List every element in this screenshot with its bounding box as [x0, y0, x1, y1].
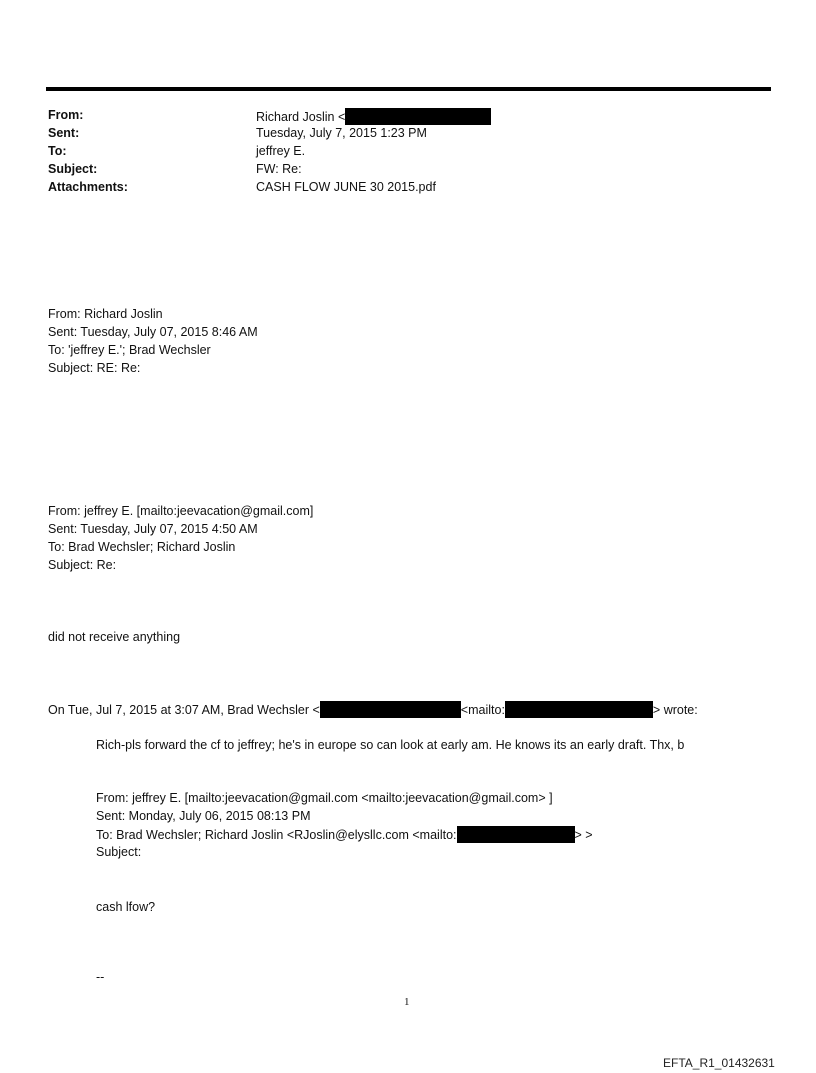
msg1-from: From: Richard Joslin	[48, 307, 163, 321]
msg1-subject: Subject: RE: Re:	[48, 361, 141, 375]
attachments-label: Attachments:	[48, 180, 128, 194]
msg2-from: From: jeffrey E. [mailto:jeevacation@gmail.com]	[48, 504, 314, 518]
from-value: Richard Joslin <	[256, 108, 491, 125]
msg3-signature: --	[96, 970, 105, 984]
sent-value: Tuesday, July 7, 2015 1:23 PM	[256, 126, 427, 140]
msg3-to: To: Brad Wechsler; Richard Joslin <RJoslin@elysllc.com <mailto: > >	[96, 828, 593, 842]
msg3-subject: Subject:	[96, 845, 142, 859]
msg1-sent: Sent: Tuesday, July 07, 2015 8:46 AM	[48, 325, 258, 339]
subject-value: FW: Re:	[256, 162, 302, 176]
header-rule	[46, 87, 771, 91]
msg2-sent: Sent: Tuesday, July 07, 2015 4:50 AM	[48, 522, 258, 536]
page-number: 1	[404, 996, 410, 1008]
bates-number: EFTA_R1_01432631	[663, 1056, 775, 1070]
quote-intro: On Tue, Jul 7, 2015 at 3:07 AM, Brad Wechsler < <mailto: > wrote:	[48, 703, 698, 717]
msg1-to: To: 'jeffrey E.'; Brad Wechsler	[48, 343, 211, 357]
redaction-block	[320, 701, 461, 718]
from-label: From:	[48, 108, 84, 122]
attachment-link[interactable]: CASH FLOW JUNE 30 2015.pdf	[256, 180, 436, 194]
subject-label: Subject:	[48, 162, 98, 176]
msg2-body: did not receive anything	[48, 630, 181, 644]
msg3-body: cash lfow?	[96, 900, 156, 914]
redaction-block	[505, 701, 653, 718]
msg2-to: To: Brad Wechsler; Richard Joslin	[48, 540, 236, 554]
msg3-from: From: jeffrey E. [mailto:jeevacation@gmail.com <mailto:jeevacation@gmail.com> ]	[96, 791, 553, 805]
msg2-subject: Subject: Re:	[48, 558, 117, 572]
redaction-block	[457, 826, 575, 843]
to-label: To:	[48, 144, 67, 158]
quote-body: Rich-pls forward the cf to jeffrey; he's in europe so can look at early am. He knows its an early draft. Thx, b	[96, 738, 685, 752]
to-value: jeffrey E.	[256, 144, 306, 158]
msg3-sent: Sent: Monday, July 06, 2015 08:13 PM	[96, 809, 311, 823]
redaction-block	[345, 108, 491, 125]
sent-label: Sent:	[48, 126, 80, 140]
